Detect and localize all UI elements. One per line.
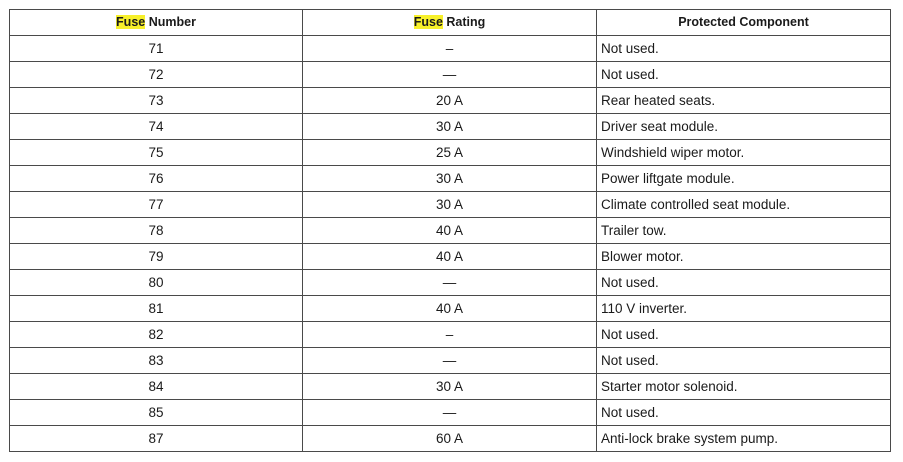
- fuse-rating-cell: –: [303, 36, 597, 62]
- protected-component-cell: Power liftgate module.: [597, 166, 891, 192]
- protected-component-cell: Not used.: [597, 62, 891, 88]
- table-row: [10, 88, 891, 114]
- fuse-rating-cell: —: [303, 348, 597, 374]
- protected-component-cell: Anti-lock brake system pump.: [597, 426, 891, 452]
- header-row: [10, 10, 891, 36]
- protected-component-cell: Starter motor solenoid.: [597, 374, 891, 400]
- header-fuse-rating-highlight: Fuse: [413, 15, 443, 29]
- fuse-number-cell: 78: [10, 218, 303, 244]
- fuse-rating-cell: —: [303, 270, 597, 296]
- fuse-number-cell: 80: [10, 270, 303, 296]
- table-row: [10, 322, 891, 348]
- fuse-rating-cell: 30 A: [303, 166, 597, 192]
- table-row: [10, 62, 891, 88]
- fuse-number-cell: 74: [10, 114, 303, 140]
- fuse-rating-cell: 30 A: [303, 192, 597, 218]
- fuse-number-cell: 75: [10, 140, 303, 166]
- table-row: [10, 426, 891, 452]
- protected-component-cell: Driver seat module.: [597, 114, 891, 140]
- fuse-number-cell: 79: [10, 244, 303, 270]
- fuse-rating-cell: —: [303, 400, 597, 426]
- fuse-table: [9, 9, 891, 452]
- fuse-rating-cell: 30 A: [303, 374, 597, 400]
- table-row: [10, 192, 891, 218]
- fuse-number-cell: 73: [10, 88, 303, 114]
- fuse-number-cell: 71: [10, 36, 303, 62]
- fuse-number-cell: 83: [10, 348, 303, 374]
- header-fuse-rating-rest: Rating: [442, 15, 486, 29]
- fuse-rating-cell: 40 A: [303, 296, 597, 322]
- table-row: [10, 348, 891, 374]
- protected-component-cell: Blower motor.: [597, 244, 891, 270]
- protected-component-cell: Not used.: [597, 36, 891, 62]
- table-row: [10, 166, 891, 192]
- table-row: [10, 36, 891, 62]
- table-row: [10, 218, 891, 244]
- fuse-number-cell: 72: [10, 62, 303, 88]
- protected-component-cell: Not used.: [597, 348, 891, 374]
- table-row: [10, 114, 891, 140]
- protected-component-cell: Not used.: [597, 270, 891, 296]
- protected-component-cell: Not used.: [597, 400, 891, 426]
- table-row: [10, 374, 891, 400]
- fuse-rating-cell: 20 A: [303, 88, 597, 114]
- protected-component-cell: Trailer tow.: [597, 218, 891, 244]
- header-fuse-number: [10, 10, 303, 36]
- fuse-number-cell: 77: [10, 192, 303, 218]
- table-row: [10, 270, 891, 296]
- fuse-number-cell: 82: [10, 322, 303, 348]
- header-fuse-rating: [303, 10, 597, 36]
- protected-component-cell: Climate controlled seat module.: [597, 192, 891, 218]
- protected-component-cell: Not used.: [597, 322, 891, 348]
- table-row: [10, 140, 891, 166]
- protected-component-cell: 110 V inverter.: [597, 296, 891, 322]
- table-row: [10, 400, 891, 426]
- table-row: [10, 296, 891, 322]
- header-fuse-number-highlight: Fuse: [116, 15, 146, 29]
- fuse-rating-cell: 40 A: [303, 218, 597, 244]
- fuse-rating-cell: 30 A: [303, 114, 597, 140]
- fuse-number-cell: 81: [10, 296, 303, 322]
- header-protected-component: Protected Component: [597, 10, 891, 36]
- fuse-rating-cell: 40 A: [303, 244, 597, 270]
- fuse-number-cell: 87: [10, 426, 303, 452]
- fuse-number-cell: 85: [10, 400, 303, 426]
- fuse-number-cell: 84: [10, 374, 303, 400]
- fuse-number-cell: 76: [10, 166, 303, 192]
- table-row: [10, 244, 891, 270]
- protected-component-cell: Windshield wiper motor.: [597, 140, 891, 166]
- fuse-rating-cell: –: [303, 322, 597, 348]
- fuse-rating-cell: —: [303, 62, 597, 88]
- fuse-rating-cell: 60 A: [303, 426, 597, 452]
- header-fuse-number-rest: Number: [145, 15, 196, 29]
- fuse-rating-cell: 25 A: [303, 140, 597, 166]
- protected-component-cell: Rear heated seats.: [597, 88, 891, 114]
